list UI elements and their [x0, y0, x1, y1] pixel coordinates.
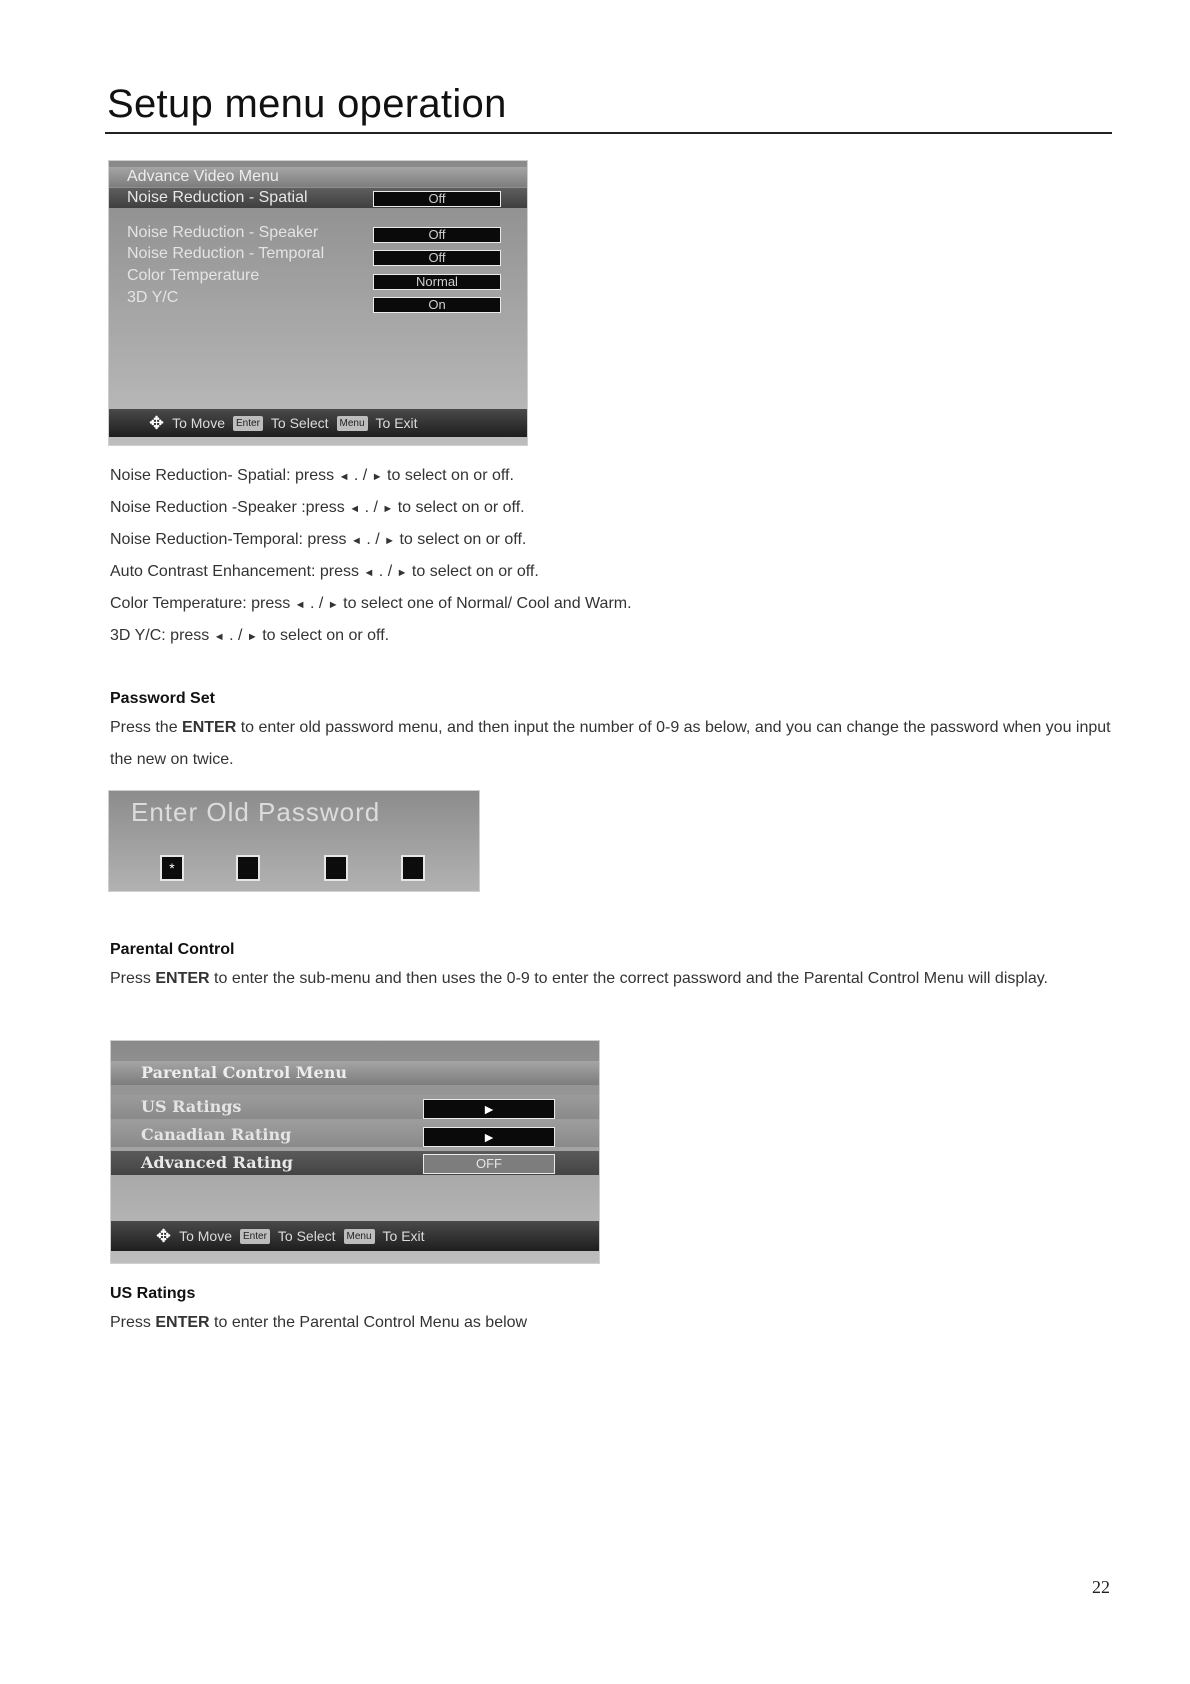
osd-value-noise-spatial: Off [373, 191, 501, 207]
instruction-line [110, 626, 389, 647]
right-arrow-icon: ► [396, 567, 408, 579]
osd-row-label: Noise Reduction - Temporal [127, 245, 325, 262]
osd-value-advanced-rating: OFF [423, 1154, 555, 1174]
osd-value-noise-speaker: Off [373, 227, 501, 243]
osd-footer [109, 409, 527, 437]
osd-row-label: 3D Y/C [127, 289, 179, 306]
enter-keyword: ENTER [182, 719, 237, 736]
osd-row-label: US Ratings [141, 1097, 242, 1116]
parental-control-text [110, 963, 1120, 995]
osd-row-label: Color Temperature [127, 267, 260, 284]
body-text-part: Press [110, 1314, 156, 1331]
password-digit-box [401, 855, 425, 881]
body-text-part: to enter the Parental Control Menu as below [209, 1314, 528, 1331]
old-password-screenshot [108, 790, 480, 892]
instruction-separator: . / [361, 531, 385, 548]
enter-keyword: ENTER [155, 1314, 210, 1331]
password-digit-box: * [160, 855, 184, 881]
enter-key-icon: Enter [233, 416, 263, 431]
page-number: 22 [1092, 1577, 1110, 1597]
footer-exit-text: To Exit [375, 415, 418, 431]
body-text-part: Press the [110, 719, 183, 736]
left-arrow-icon: ◄ [213, 631, 225, 643]
instruction-text: to select on or off. [393, 499, 525, 516]
osd-row-label: Noise Reduction - Spatial [127, 189, 308, 206]
left-arrow-icon: ◄ [338, 471, 350, 483]
osd-value-noise-temporal: Off [373, 250, 501, 266]
footer-move-text: To Move [172, 415, 226, 431]
footer-move-text: To Move [179, 1228, 233, 1244]
body-text-part: to enter old password menu, and then input the number of 0-9 as below, and you can change the password when you input the new on twice. [110, 719, 1111, 768]
osd-value-us-ratings: ► [423, 1099, 555, 1119]
instruction-text: Color Temperature: press [110, 595, 295, 612]
osd-value-3d-yc: On [373, 297, 501, 313]
password-set-heading: Password Set [110, 690, 215, 707]
navigation-cross-icon: ✥ [156, 1225, 172, 1246]
left-arrow-icon: ◄ [349, 503, 361, 515]
osd-row-label: Advanced Rating [141, 1153, 293, 1172]
instruction-separator: . / [349, 467, 372, 484]
password-digit-box [324, 855, 348, 881]
footer-exit-text: To Exit [382, 1228, 425, 1244]
left-arrow-icon: ◄ [363, 567, 375, 579]
instruction-separator: . / [374, 563, 397, 580]
osd-value-canadian-rating: ► [423, 1127, 555, 1147]
instruction-line [110, 466, 514, 487]
instruction-text: to select one of Normal/ Cool and Warm. [338, 595, 632, 612]
footer-select-text: To Select [277, 1228, 336, 1244]
menu-key-icon: Menu [344, 1229, 375, 1244]
instruction-separator: . / [305, 595, 328, 612]
menu-key-icon: Menu [337, 416, 368, 431]
instruction-separator: . / [224, 627, 247, 644]
osd-row-label: Noise Reduction - Speaker [127, 224, 319, 241]
password-digit-box [236, 855, 260, 881]
enter-key-icon: Enter [240, 1229, 270, 1244]
body-text-part: to enter the sub-menu and then uses the 0-9 to enter the correct password and the Parental Control Menu will display. [209, 970, 1048, 987]
us-ratings-heading: US Ratings [110, 1285, 196, 1302]
instruction-text: to select on or off. [407, 563, 539, 580]
instruction-line [110, 562, 539, 583]
parental-control-heading: Parental Control [110, 941, 235, 958]
osd-title: Advance Video Menu [109, 167, 528, 187]
footer-select-text: To Select [270, 415, 329, 431]
parental-control-menu-screenshot [110, 1040, 600, 1264]
osd-row-label: Canadian Rating [141, 1125, 292, 1144]
left-arrow-icon: ◄ [294, 599, 306, 611]
navigation-cross-icon: ✥ [149, 412, 165, 433]
osd-footer [111, 1221, 599, 1251]
instruction-text: Noise Reduction- Spatial: press [110, 467, 339, 484]
page-title: Setup menu operation [107, 82, 507, 126]
osd-value-color-temperature: Normal [373, 274, 501, 290]
title-divider [105, 132, 1112, 134]
instruction-text: 3D Y/C: press [110, 627, 214, 644]
instruction-text: to select on or off. [395, 531, 527, 548]
instruction-text: Noise Reduction-Temporal: press [110, 531, 351, 548]
right-arrow-icon: ► [384, 535, 396, 547]
right-arrow-icon: ► [246, 631, 258, 643]
enter-keyword: ENTER [155, 970, 210, 987]
instruction-text: Auto Contrast Enhancement: press [110, 563, 364, 580]
body-text-part: Press [110, 970, 156, 987]
instruction-line [110, 594, 632, 615]
right-arrow-icon: ► [382, 503, 394, 515]
advanced-video-menu-screenshot [108, 160, 528, 446]
instruction-line [110, 498, 525, 519]
right-arrow-icon: ► [371, 471, 383, 483]
old-password-title: Enter Old Password [131, 797, 381, 827]
instruction-text: Noise Reduction -Speaker :press [110, 499, 350, 516]
password-set-text [110, 712, 1120, 776]
instruction-line [110, 530, 526, 551]
osd-title: Parental Control Menu [111, 1061, 600, 1085]
instruction-separator: . / [360, 499, 383, 516]
instruction-text: to select on or off. [382, 467, 514, 484]
instruction-text: to select on or off. [257, 627, 390, 644]
us-ratings-text [110, 1307, 1120, 1339]
left-arrow-icon: ◄ [351, 535, 362, 547]
right-arrow-icon: ► [327, 599, 339, 611]
